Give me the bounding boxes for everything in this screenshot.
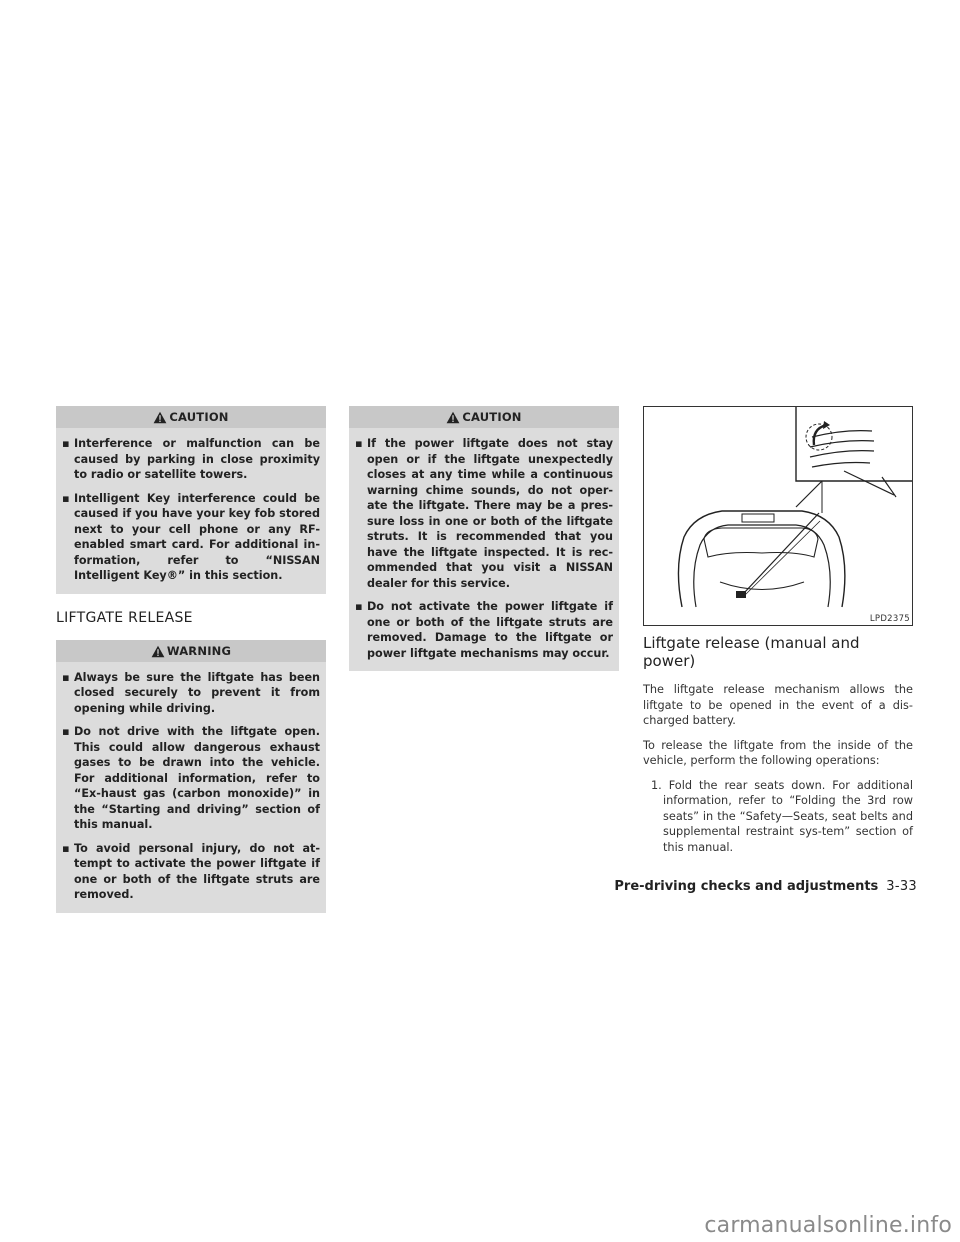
caution-item: ▪ Intelligent Key interference could be caused if you have your key fob stored next to your cell phone or any RF-enabled smart card. For additional in-formation, refer to “NISSAN Intelligent Key®” in this section. bbox=[62, 491, 320, 582]
warning-item: ▪ Always be sure the liftgate has been closed securely to prevent it from opening while driving. bbox=[62, 670, 320, 715]
right-column bbox=[643, 406, 913, 855]
step-item: 1. Fold the rear seats down. For additional information, refer to “Folding the 3rd row seats” in the “Safety—Seats, seat belts and supplemental restraint sys-tem” section of this manual. bbox=[651, 778, 913, 854]
caution-item: ▪ Do not activate the power liftgate if one or both of the liftgate struts are removed. Damage to the liftgate or power liftgate mechanisms may occur. bbox=[355, 600, 613, 660]
left-column bbox=[56, 406, 326, 913]
watermark: carmanualsonline.info bbox=[704, 1213, 952, 1238]
warning-item: ▪ Do not drive with the liftgate open. This could allow dangerous exhaust gases to be drawn into the vehicle. For additional information, refer to “Ex-haust gas (carbon monoxide)” in the “Starting and driving” section of this manual. bbox=[62, 725, 320, 831]
caution-box bbox=[56, 406, 326, 594]
page-number: 3-33 bbox=[886, 879, 917, 894]
figure-code: LPD2375 bbox=[869, 614, 910, 624]
subsection-title: Liftgate release (manual and power) bbox=[643, 634, 860, 670]
paragraph: The liftgate release mechanism allows the liftgate to be opened in the event of a dis-charged battery. bbox=[643, 683, 913, 727]
steps-list bbox=[643, 778, 913, 856]
paragraph: To release the liftgate from the inside of the vehicle, perform the following operations: bbox=[643, 738, 913, 767]
warning-triangle-icon bbox=[151, 643, 165, 665]
liftgate-diagram-icon bbox=[644, 407, 912, 625]
caution-item: ▪ Interference or malfunction can be caused by parking in close proximity to radio or satellite towers. bbox=[62, 437, 320, 481]
caution-box bbox=[349, 406, 619, 671]
liftgate-release-illustration bbox=[643, 406, 913, 626]
warning-triangle-icon bbox=[446, 409, 460, 431]
page-footer bbox=[614, 879, 917, 894]
warning-item: ▪ To avoid personal injury, do not at-tempt to activate the power liftgate if one or both of the liftgate struts are removed. bbox=[62, 841, 320, 901]
section-title: LIFTGATE RELEASE bbox=[56, 609, 193, 626]
caution-header: CAUTION bbox=[56, 406, 326, 428]
warning-triangle-icon bbox=[153, 409, 167, 431]
footer-section-title: Pre-driving checks and adjustments bbox=[614, 879, 879, 894]
warning-box bbox=[56, 640, 326, 913]
caution-item: ▪ If the power liftgate does not stay open or if the liftgate unexpectedly closes at any time while a continuous warning chime sounds, do not oper-ate the liftgate. There may be a pres-sure loss in one or both of the liftgate struts. It is recommended that you have the liftgate inspected. It is rec-ommended that you visit a NISSAN dealer for this service. bbox=[355, 437, 613, 590]
caution-header: CAUTION bbox=[349, 406, 619, 428]
middle-column bbox=[349, 406, 619, 671]
warning-header: WARNING bbox=[56, 640, 326, 662]
